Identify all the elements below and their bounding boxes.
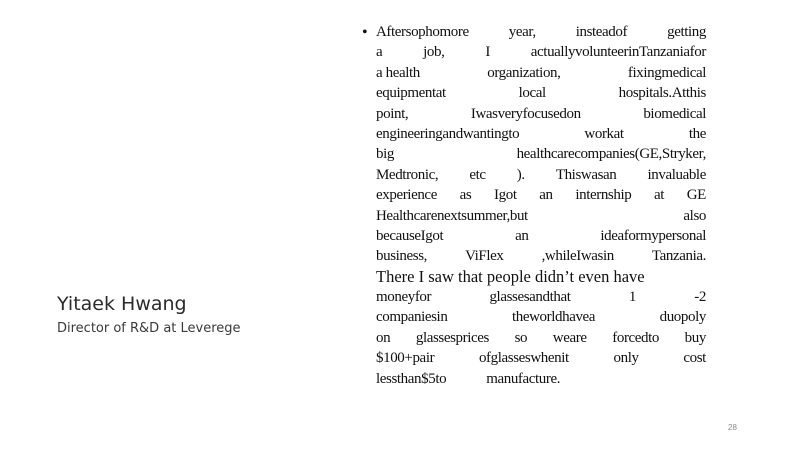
quote-line	[376, 22, 706, 42]
quote-word: weare	[552, 329, 587, 346]
quote-line	[376, 287, 706, 307]
bullet-marker: •	[362, 24, 368, 41]
quote-word: manufacture.	[486, 370, 561, 387]
quote-word: at	[654, 187, 665, 204]
quote-word: -2	[694, 289, 706, 306]
quote-line	[376, 42, 706, 62]
quote-word: workat	[584, 125, 624, 142]
quote-word: local	[518, 85, 546, 102]
quote-word: companiesin	[376, 309, 448, 326]
quote-word: I	[485, 44, 490, 61]
quote-word: 1	[628, 289, 636, 306]
quote-word: ,whileIwasin	[541, 248, 614, 265]
quote-word: equipmentat	[376, 85, 446, 102]
quote-word: engineeringandwantingto	[376, 125, 520, 142]
quote-text	[376, 22, 706, 389]
quote-word: Iwasveryfocusedon	[470, 105, 581, 122]
slide-number: 28	[728, 423, 737, 432]
speaker-role: Director of R&D at Leverege	[57, 321, 241, 336]
quote-word: ).	[516, 166, 525, 183]
quote-word: GE	[686, 187, 706, 204]
quote-word: glassesprices	[415, 329, 489, 346]
quote-word: Aftersophomore	[376, 24, 469, 40]
quote-line	[376, 165, 706, 185]
quote-word: an	[539, 187, 553, 204]
quote-line	[376, 307, 706, 327]
quote-line	[376, 348, 706, 368]
quote-word: ideaformypersonal	[600, 227, 706, 244]
quote-word: also	[683, 207, 706, 224]
quote-word: lessthan$5to	[376, 370, 447, 387]
speaker-block	[57, 292, 241, 339]
quote-line	[376, 246, 706, 266]
quote-line	[376, 185, 706, 205]
quote-word: There I saw that people didn’t even have	[376, 266, 645, 286]
quote-word: biomedical	[643, 105, 706, 122]
quote-line	[376, 104, 706, 124]
quote-word: an	[515, 227, 529, 244]
quote-word: the	[688, 125, 706, 142]
quote-word: becauseIgot	[376, 227, 444, 244]
quote-word: Medtronic,	[376, 166, 439, 183]
quote-word: invaluable	[647, 166, 706, 183]
quote-word: as	[459, 187, 472, 204]
quote-line	[376, 328, 706, 348]
quote-word: a health	[376, 64, 420, 81]
quote-line	[376, 226, 706, 246]
quote-word: forcedto	[612, 329, 660, 346]
quote-line	[376, 206, 706, 226]
quote-word: ViFlex	[465, 248, 504, 265]
quote-word: only	[613, 350, 639, 367]
quote-word: healthcarecompanies(GE,Stryker,	[516, 146, 706, 163]
quote-word: point,	[376, 105, 409, 122]
quote-word: fixingmedical	[627, 64, 706, 81]
quote-word: organization,	[487, 64, 561, 81]
quote-word: so	[514, 329, 528, 346]
quote-word: actuallyvolunteerinTanzaniafor	[530, 44, 706, 61]
quote-word: getting	[667, 24, 706, 40]
quote-word: ofglasseswhenit	[478, 350, 569, 367]
quote-word: insteadof	[575, 24, 628, 40]
quote-word: on	[376, 329, 391, 346]
quote-word: theworldhavea	[511, 309, 596, 326]
quote-word: moneyfor	[376, 289, 432, 306]
quote-word: year,	[508, 24, 536, 40]
quote-word: big	[376, 146, 394, 163]
speaker-name: Yitaek Hwang	[57, 293, 187, 315]
quote-word: Tanzania.	[651, 248, 706, 265]
quote-line	[376, 144, 706, 164]
quote-word: etc	[469, 166, 486, 183]
quote-line	[376, 83, 706, 103]
quote-word: Thiswasan	[555, 166, 617, 183]
quote-word: Igot	[494, 187, 517, 204]
quote-word: business,	[376, 248, 427, 265]
quote-word: Healthcarenextsummer,but	[376, 207, 528, 224]
quote-line	[376, 124, 706, 144]
quote-word: job,	[423, 44, 445, 61]
quote-word: glassesandthat	[489, 289, 571, 306]
quote-word: duopoly	[659, 309, 706, 326]
quote-word: $100+pair	[376, 350, 435, 367]
quote-word: a	[376, 44, 383, 61]
quote-word: cost	[683, 350, 706, 367]
quote-word: experience	[376, 187, 437, 204]
quote-line	[376, 369, 706, 389]
quote-word: internship	[575, 187, 632, 204]
quote-word: buy	[684, 329, 706, 346]
quote-line	[376, 267, 706, 287]
quote-line	[376, 63, 706, 83]
quote-word: hospitals.Atthis	[618, 85, 706, 102]
